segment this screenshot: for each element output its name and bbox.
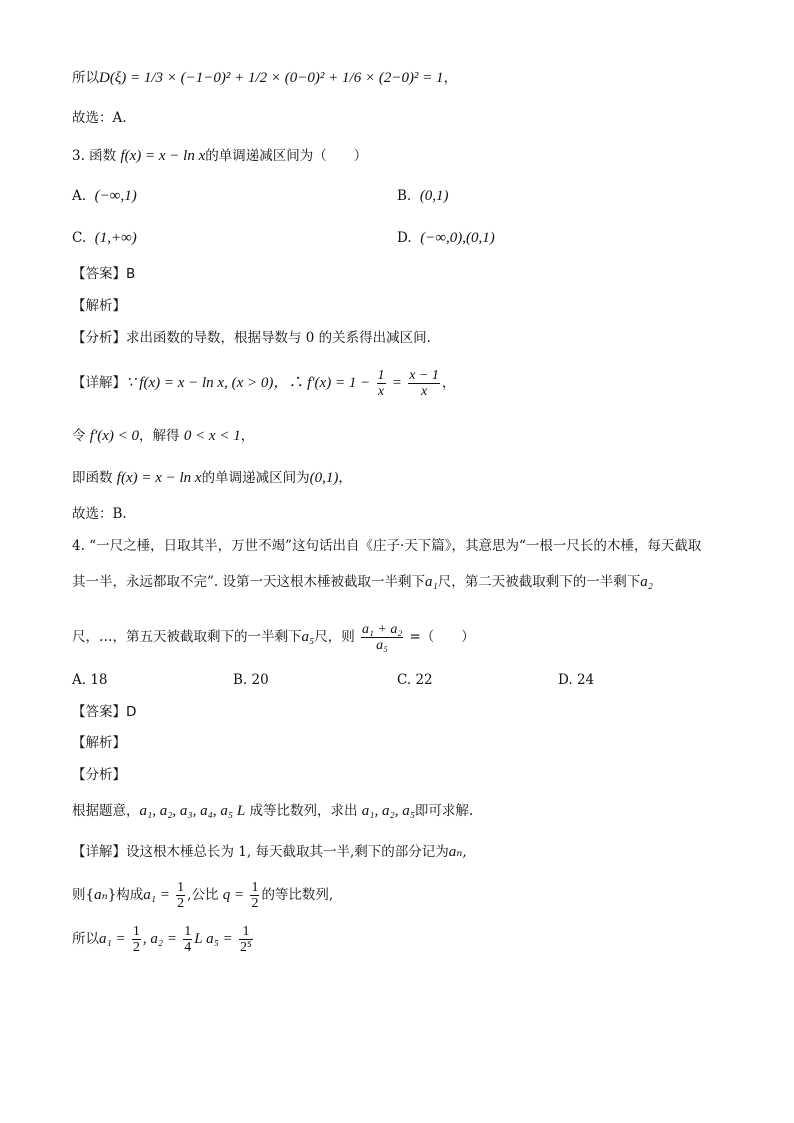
detail-given: ∵ f(x) = x − ln x, (x > 0) — [126, 375, 274, 391]
option-value: (−∞,0),(0,1) — [420, 230, 495, 246]
fraction-1-over-x — [377, 368, 386, 399]
q4-option-d — [558, 670, 594, 690]
q3-option-a — [72, 186, 137, 206]
fraction-numerator: 1 — [377, 368, 385, 383]
q4-option-c — [397, 670, 433, 690]
q3-ji-line — [72, 468, 352, 488]
ling-text: 令 — [72, 428, 86, 444]
option-letter: D. — [397, 230, 412, 246]
q4-suo-line — [72, 924, 255, 955]
line2-text-c: 尺，第二天被截取剩下的一半剩下 — [437, 574, 641, 590]
q3-jiexi: 【解析】 — [72, 298, 126, 314]
variance-line — [72, 68, 457, 88]
a5-symbol: a₅ — [301, 629, 315, 645]
q3-stem — [72, 146, 367, 166]
an-symbol: aₙ — [448, 844, 463, 860]
fraction-denominator: 2 — [177, 896, 185, 911]
detail-derivative: ，∴ f′(x) = 1 − — [273, 375, 371, 391]
ji-interval-text: 的单调递减区间为 — [201, 470, 310, 486]
ji-end: ， — [338, 470, 352, 486]
fraction-numerator: 1 — [239, 924, 253, 940]
q4-option-b — [233, 670, 269, 690]
ling-solve-text: ，解得 — [139, 428, 180, 444]
detail-text: 【详解】设这根木棰总长为 1, 每天截取其一半,剩下的部分记为 — [72, 844, 449, 860]
option-value: (−∞,1) — [94, 188, 137, 204]
fraction-one-quarter — [183, 924, 192, 955]
option-letter: D. — [558, 672, 573, 688]
q4-line1: 4. “一尺之棰，日取其半，万世不竭”这句话出自《庄子·天下篇》，其意思为“一根一尺长的木棰，每天截取 — [72, 538, 702, 554]
fraction-numerator: a₁ + a₂ — [362, 622, 403, 637]
ling-inequality: f′(x) < 0 — [89, 428, 140, 444]
ze-ratio-text: ,公比 — [187, 887, 219, 903]
fraction-x-minus-1-over-x — [408, 368, 440, 399]
q3-ling-line — [72, 426, 254, 446]
sequence-subset: a₁, a₂, a₅ — [361, 803, 415, 819]
fraction-numerator: 1 — [177, 880, 185, 895]
fraction-denominator: a₅ — [376, 638, 389, 653]
option-value: 20 — [251, 672, 269, 688]
a1-equals: a₁ = — [143, 887, 170, 903]
q4-ze-line — [72, 880, 333, 911]
a2-symbol: a₂ — [640, 574, 653, 590]
fraction-numerator: x − 1 — [409, 368, 439, 383]
line3-text-d: =（ ） — [409, 629, 475, 645]
line2-text-a: 其一半，永远都取不完”. 设第一天这根木棰被截取一半剩下 — [72, 574, 425, 590]
q4-detail-line — [72, 842, 467, 862]
fraction-one-over-two-pow-5 — [239, 924, 253, 955]
sequence-terms: a₁, a₂, a₃, a₄, a₅ L — [139, 803, 246, 819]
q3-function: f(x) = x − ln x — [120, 148, 206, 164]
detail-tag: 【详解】 — [72, 375, 126, 391]
ze-text-a: 则{ — [72, 887, 95, 903]
fraction-denominator: 4 — [184, 940, 192, 955]
fraction-one-half — [132, 924, 141, 955]
ji-text: 即函数 — [72, 470, 113, 486]
q3-answer: 【答案】B — [72, 266, 136, 282]
q3-option-c — [72, 228, 137, 248]
fraction-one-half-ratio — [250, 880, 259, 911]
line3-text-c: 尺，则 — [314, 629, 355, 645]
q4-jiexi: 【解析】 — [72, 735, 126, 751]
detail-end: , — [462, 844, 467, 860]
q3-detail — [72, 368, 455, 399]
ze-text-c: }构成 — [107, 887, 144, 903]
detail-end: ， — [441, 375, 456, 391]
fraction-numerator: 1 — [184, 924, 192, 939]
q3-stem-text: 的单调递减区间为（ ） — [205, 148, 368, 164]
variance-prefix: 所以 — [72, 70, 99, 86]
option-value: (0,1) — [419, 188, 449, 204]
q4-analysis-line — [72, 801, 473, 821]
fraction-numerator: 1 — [132, 924, 140, 939]
q4-option-a — [72, 670, 108, 690]
q4-line3 — [72, 622, 475, 653]
variance-suffix: ， — [443, 70, 458, 86]
fraction-denominator: x — [420, 384, 428, 399]
an-symbol: aₙ — [94, 887, 108, 903]
analysis-text-c: 成等比数列，求出 — [249, 803, 358, 819]
option-letter: C. — [72, 230, 87, 246]
option-letter: C. — [397, 672, 412, 688]
option-value: 22 — [415, 672, 433, 688]
q3-option-d — [397, 228, 495, 248]
q3-fenxi: 【分析】求出函数的导数，根据导数与 0 的关系得出减区间. — [72, 330, 431, 346]
q4-line2 — [72, 572, 653, 592]
q4-answer: 【答案】D — [72, 704, 137, 720]
fraction-denominator: 2⁵ — [240, 940, 252, 955]
ji-interval: (0,1) — [309, 470, 339, 486]
line3-text-a: 尺，…，第五天被截取剩下的一半剩下 — [72, 629, 302, 645]
a2-equals: , a₂ = — [142, 931, 177, 947]
ling-solution: 0 < x < 1 — [183, 428, 241, 444]
ji-function: f(x) = x − ln x — [116, 470, 202, 486]
q4-fenxi: 【分析】 — [72, 767, 126, 783]
suo-text: 所以 — [72, 931, 99, 947]
option-letter: B. — [233, 672, 248, 688]
option-value: 24 — [576, 672, 595, 688]
option-value: 18 — [90, 672, 108, 688]
ze-text-g: 的等比数列, — [261, 887, 334, 903]
a5-equals: L a₅ = — [194, 931, 233, 947]
q3-stem-number: 3. 函数 — [72, 148, 117, 164]
fraction-one-half — [176, 880, 185, 911]
option-letter: A. — [72, 188, 87, 204]
q3-option-b — [397, 186, 449, 206]
q3-choose: 故选：B. — [72, 506, 127, 522]
option-letter: A. — [72, 672, 87, 688]
analysis-text-a: 根据题意， — [72, 803, 140, 819]
a1-symbol: a₁ — [424, 574, 438, 590]
option-letter: B. — [397, 188, 412, 204]
a1-equals: a₁ = — [99, 931, 126, 947]
fraction-numerator: 1 — [251, 880, 259, 895]
ling-end: ， — [240, 428, 255, 444]
fraction-denominator: x — [377, 384, 385, 399]
fraction-denominator: 2 — [251, 896, 259, 911]
fraction-a1-plus-a2-over-a5 — [361, 622, 403, 653]
equals-sign: = — [391, 375, 402, 391]
variance-formula: D(ξ) = 1/3 × (−1−0)² + 1/2 × (0−0)² + 1/6 × (2−0)² = 1 — [99, 70, 444, 86]
option-value: (1,+∞) — [94, 230, 137, 246]
analysis-text-e: 即可求解. — [414, 803, 474, 819]
fraction-denominator: 2 — [132, 940, 140, 955]
q2-choose-line: 故选：A. — [72, 110, 127, 126]
q-equals: q = — [222, 887, 245, 903]
